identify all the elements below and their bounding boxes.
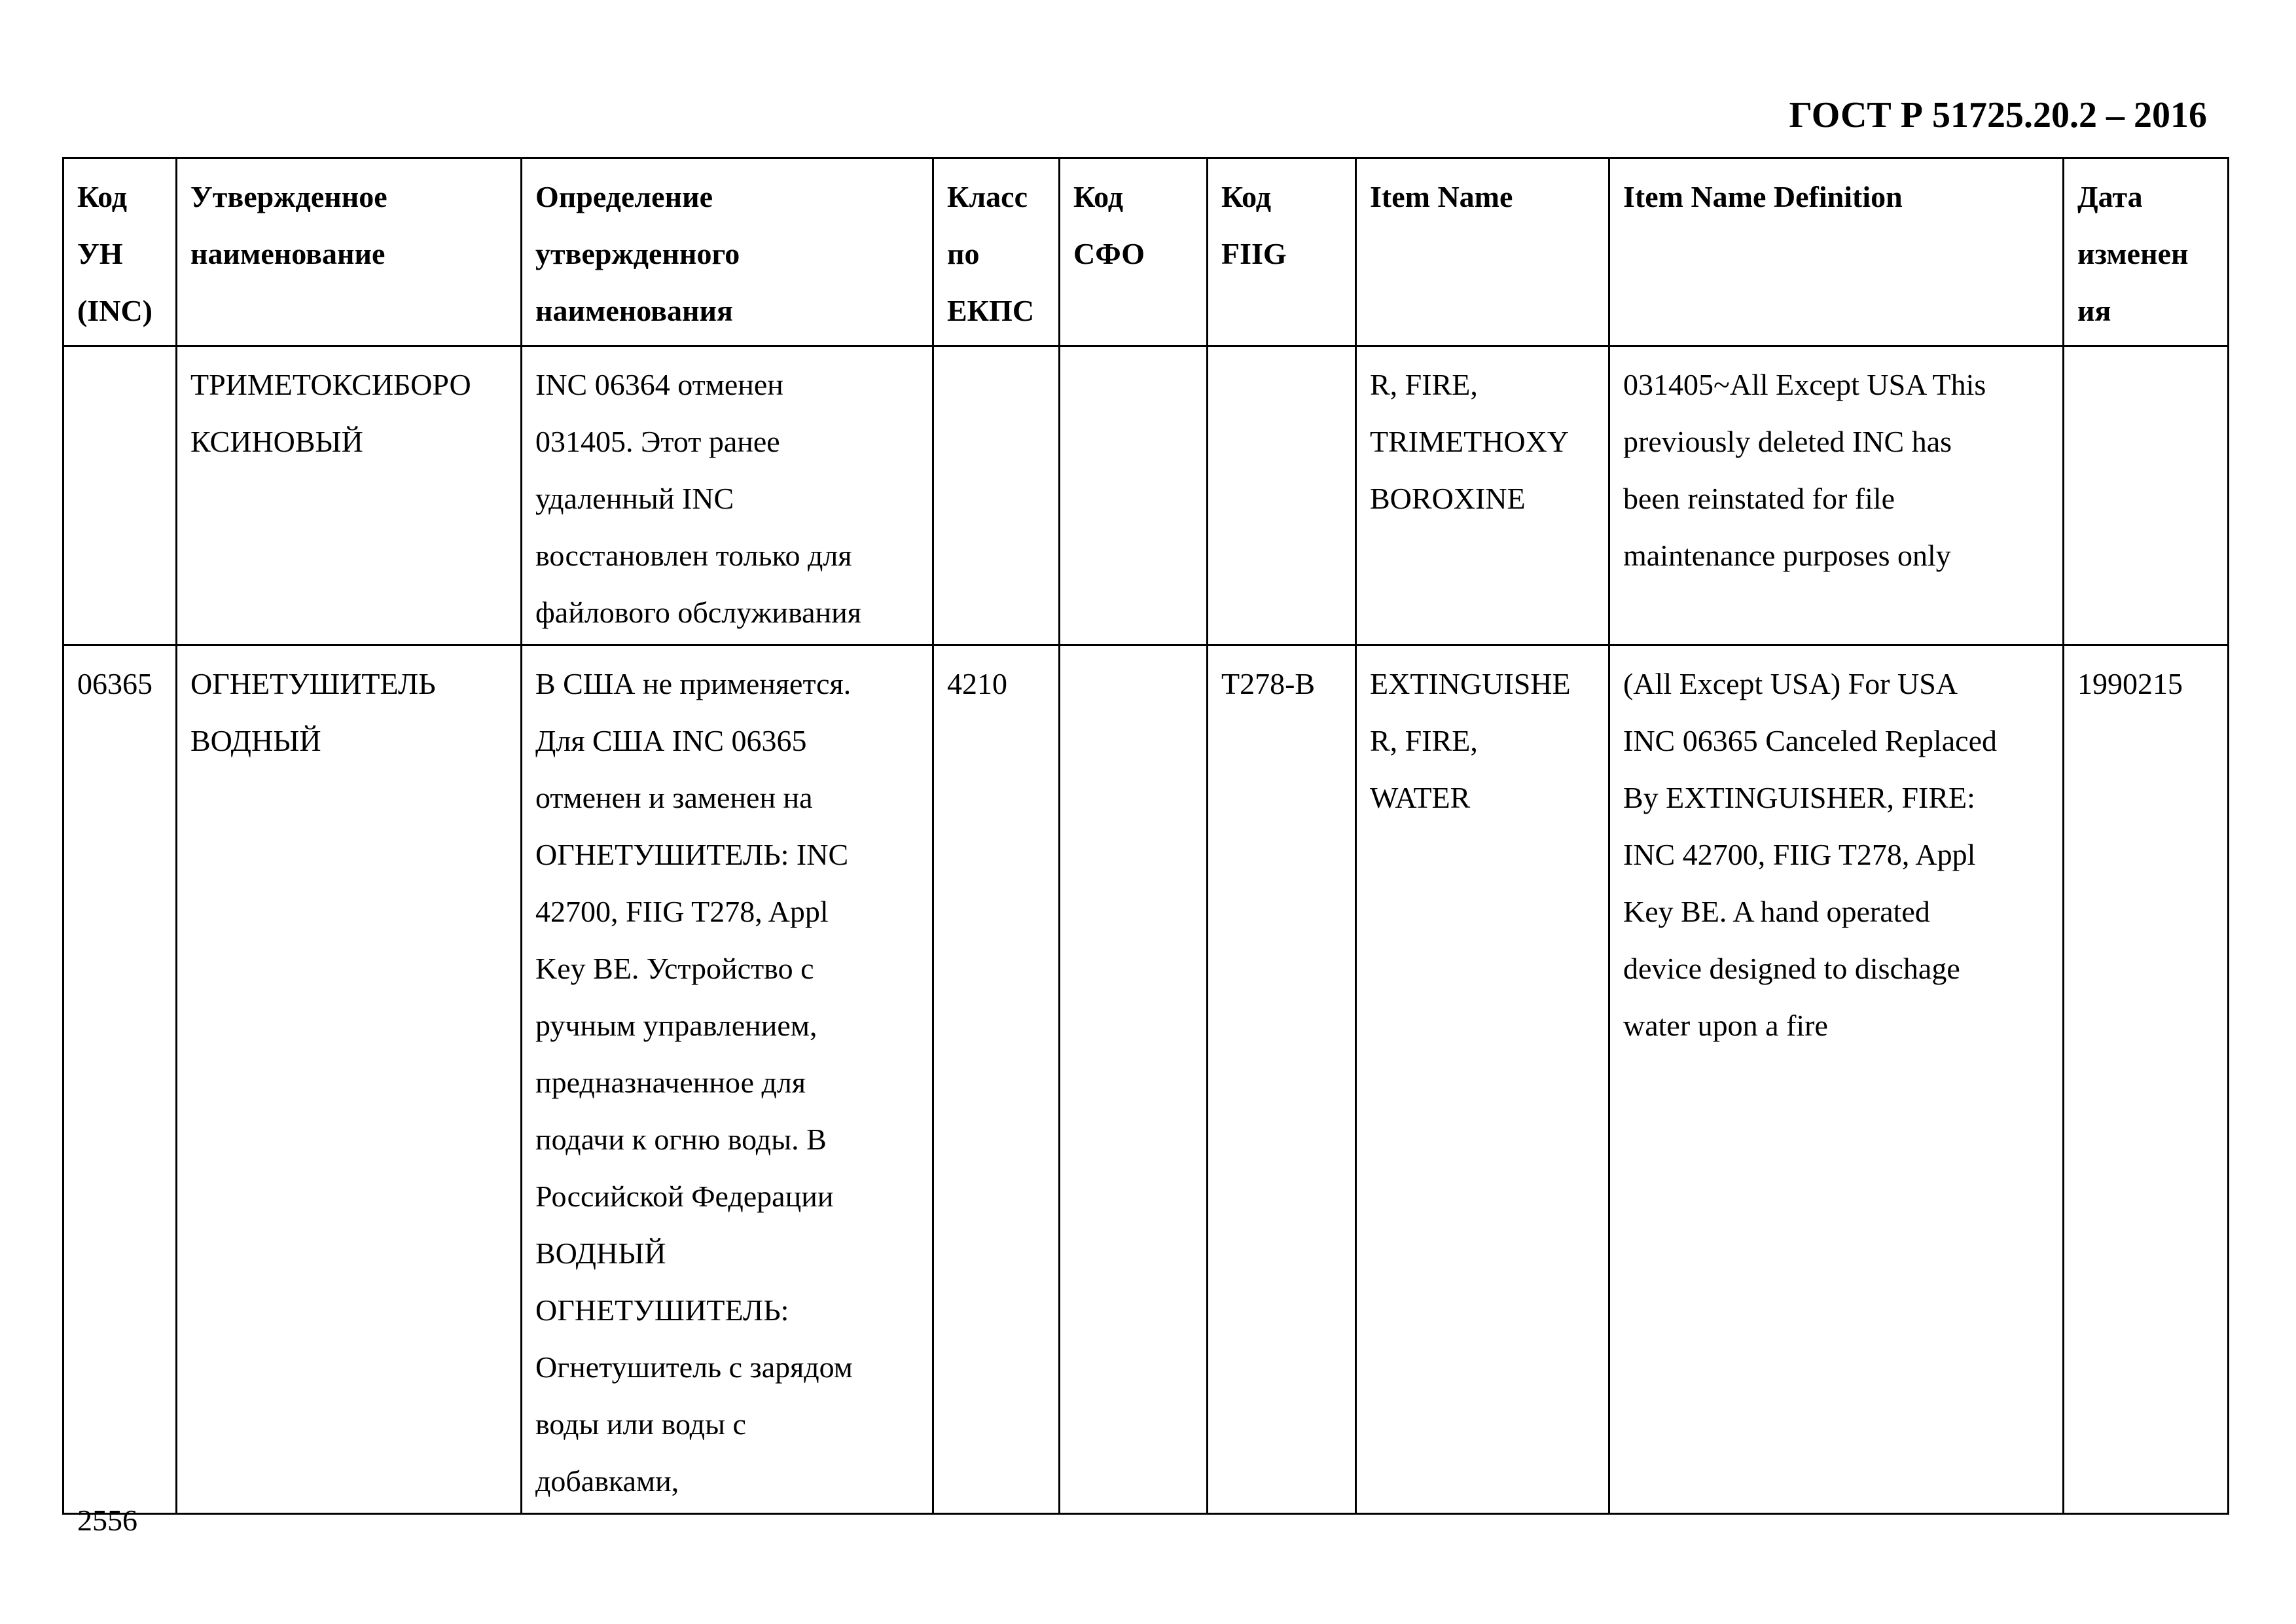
col-header-ekps-class: Класс по ЕКПС — [933, 158, 1060, 346]
col-header-change-date: Дата изменен ия — [2064, 158, 2229, 346]
data-table — [62, 157, 2229, 1515]
cell-item-name-definition: 031405~All Except USA This previously deleted INC has been reinstated for file maintenance purposes only — [1609, 346, 2064, 645]
cell-change-date — [2064, 346, 2229, 645]
cell-change-date: 1990215 — [2064, 645, 2229, 1514]
col-header-sfo-code: Код СФО — [1060, 158, 1208, 346]
cell-sfo-code — [1060, 645, 1208, 1514]
cell-sfo-code — [1060, 346, 1208, 645]
cell-name-definition: В США не применяется. Для США INC 06365 отменен и заменен на ОГНЕТУШИТЕЛЬ: INC 42700, FIIG T278, Appl Key BE. Устройство с ручным управлением, предназначенное для подачи к огню воды. В Российской Федерации ВОДНЫЙ ОГНЕТУШИТЕЛЬ: Огнетушитель с зарядом воды или воды с добавками, — [522, 645, 933, 1514]
col-header-item-name: Item Name — [1356, 158, 1609, 346]
document-code: ГОСТ Р 51725.20.2 – 2016 — [1789, 95, 2207, 135]
col-header-name-definition: Определение утвержденного наименования — [522, 158, 933, 346]
cell-name-definition: INC 06364 отменен 031405. Этот ранее удаленный INC восстановлен только для файлового обслуживания — [522, 346, 933, 645]
cell-item-name: R, FIRE, TRIMETHOXY BOROXINE — [1356, 346, 1609, 645]
cell-approved-name: ОГНЕТУШИТЕЛЬ ВОДНЫЙ — [177, 645, 522, 1514]
cell-item-name: EXTINGUISHE R, FIRE, WATER — [1356, 645, 1609, 1514]
cell-ekps-class: 4210 — [933, 645, 1060, 1514]
cell-fiig-code: T278-B — [1208, 645, 1356, 1514]
cell-ekps-class — [933, 346, 1060, 645]
cell-inc-code: 06365 — [63, 645, 177, 1514]
cell-fiig-code — [1208, 346, 1356, 645]
table-header-row — [63, 158, 2229, 346]
table-row — [63, 645, 2229, 1514]
document-header — [0, 0, 2207, 144]
cell-approved-name: ТРИМЕТОКСИБОРО КСИНОВЫЙ — [177, 346, 522, 645]
cell-item-name-definition: (All Except USA) For USA INC 06365 Canceled Replaced By EXTINGUISHER, FIRE: INC 42700, FIIG T278, Appl Key BE. A hand operated device designed to dischage water upon a fire — [1609, 645, 2064, 1514]
table-row — [63, 346, 2229, 645]
col-header-item-name-definition: Item Name Definition — [1609, 158, 2064, 346]
page-number: 2556 — [77, 1504, 137, 1537]
col-header-fiig-code: Код FIIG — [1208, 158, 1356, 346]
col-header-inc-code: Код УН (INC) — [63, 158, 177, 346]
cell-inc-code — [63, 346, 177, 645]
col-header-approved-name: Утвержденное наименование — [177, 158, 522, 346]
